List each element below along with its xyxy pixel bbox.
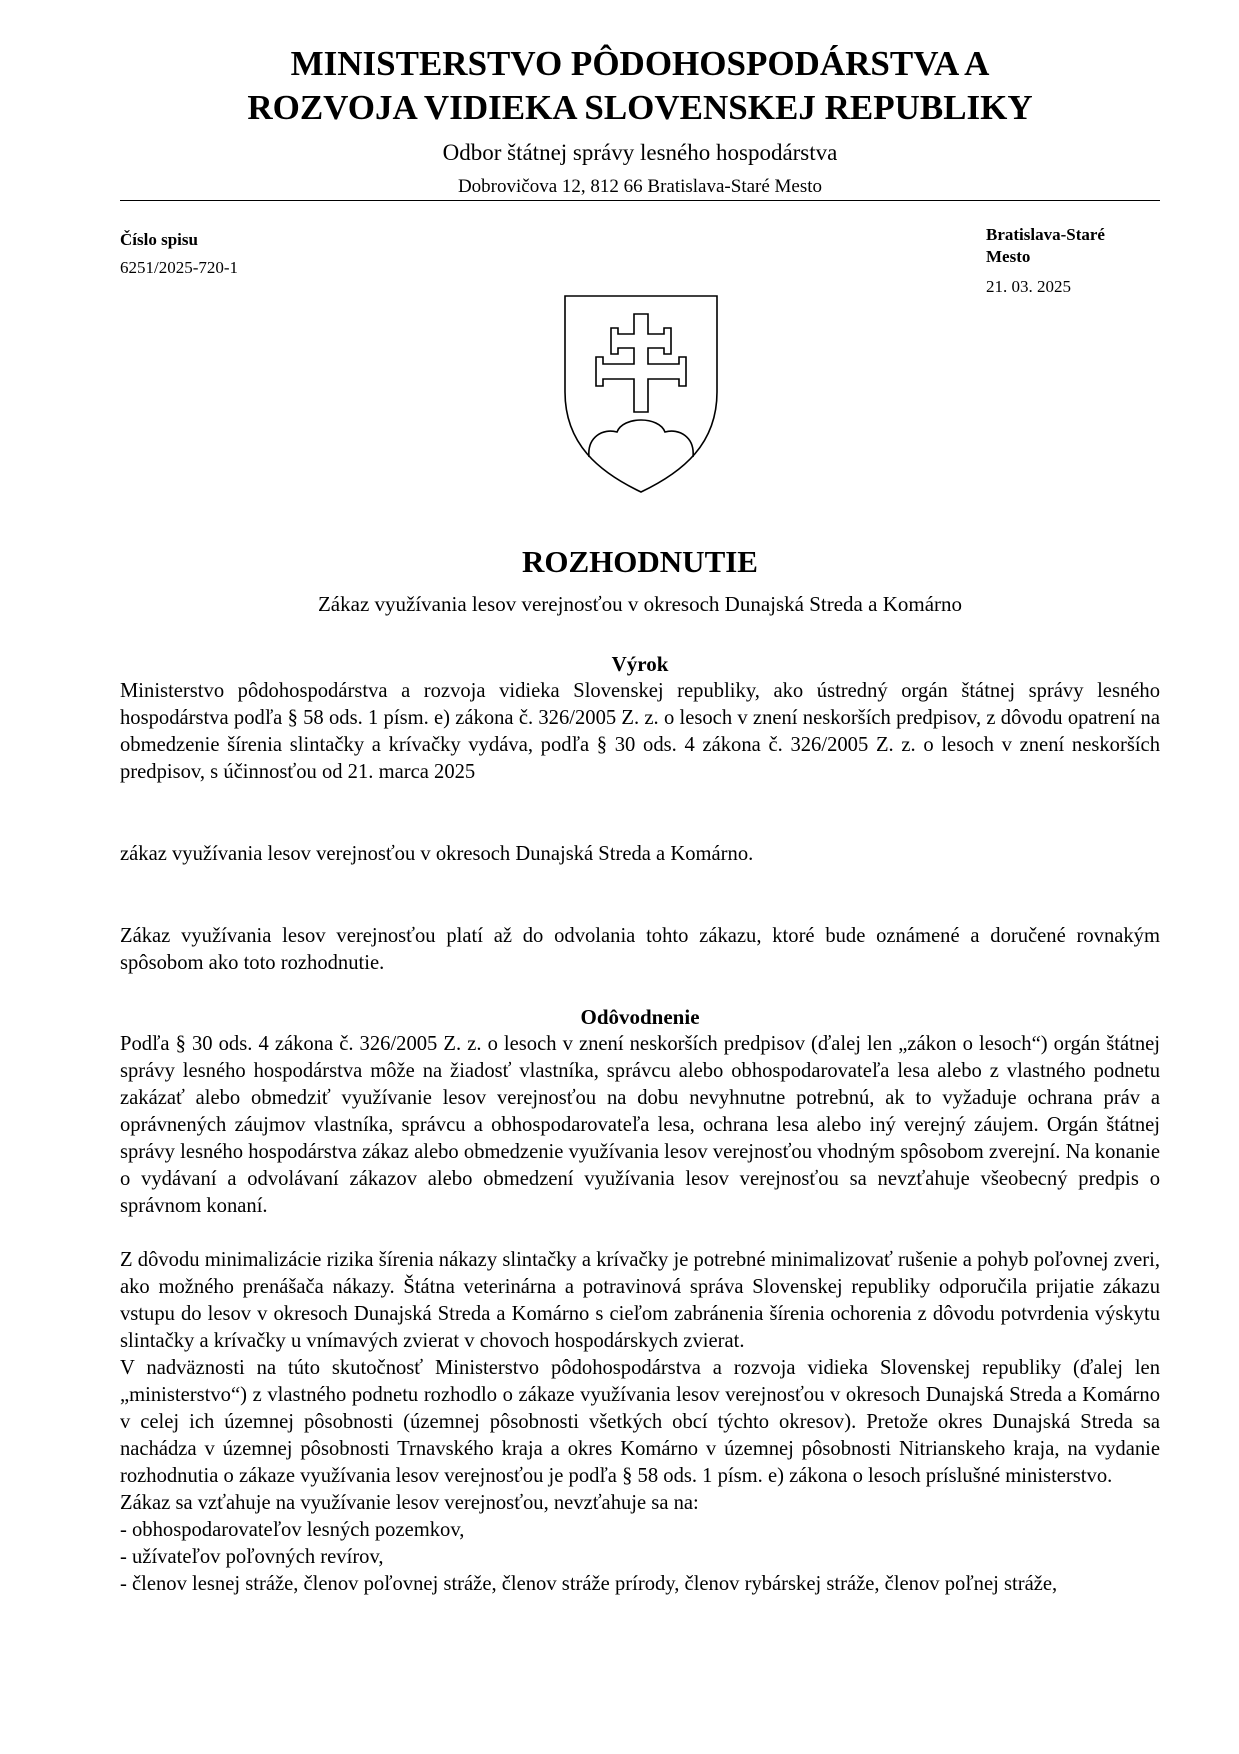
verdict-paragraph-1: Ministerstvo pôdohospodárstva a rozvoja vidieka Slovenskej republiky, ako ústredný orgán štátnej správy lesného hospodárstva podľa § 58 ods. 1 písm. e) zákona č. 326/2005 Z. z. o lesoch v znení neskorších predpisov, z dôvodu opatrení na obmedzenie šírenia slintačky a krívačky vydáva, podľa § 30 ods. 4 zákona č. 326/2005 Z. z. o lesoch v znení neskorších predpisov, s účinnosťou od 21. marca 2025 bbox=[120, 680, 1160, 783]
letterhead bbox=[120, 42, 1160, 200]
document-title: ROZHODNUTIE bbox=[522, 544, 758, 579]
verdict-heading: Výrok bbox=[611, 652, 669, 676]
verdict-paragraph-2: zákaz využívania lesov verejnosťou v okresoch Dunajská Streda a Komárno. bbox=[120, 843, 754, 865]
reasoning-heading: Odôvodnenie bbox=[580, 1005, 700, 1029]
ministry-name-line-1: MINISTERSTVO PÔDOHOSPODÁRSTVA A bbox=[290, 44, 990, 83]
document-subtitle: Zákaz využívania lesov verejnosťou v okresoch Dunajská Streda a Komárno bbox=[317, 592, 963, 616]
document-body bbox=[120, 650, 1160, 1598]
file-number-block bbox=[120, 226, 238, 282]
reasoning-paragraph-4: Zákaz sa vzťahuje na využívanie lesov verejnosťou, nevzťahuje sa na: bbox=[120, 1492, 699, 1514]
place-line-1: Bratislava-Staré bbox=[986, 225, 1105, 244]
header-divider bbox=[120, 200, 1160, 201]
ministry-address: Dobrovičova 12, 812 66 Bratislava-Staré Mesto bbox=[457, 176, 823, 197]
reasoning-paragraph-1: Podľa § 30 ods. 4 zákona č. 326/2005 Z. z. o lesoch v znení neskorších predpisov (ďalej len „zákon o lesoch“) orgán štátnej správy lesného hospodárstva môže na žiadosť vlastníka, správcu alebo obhospodarovateľa lesa alebo z vlastného podnetu zakázať alebo obmedziť využívanie lesov verejnosťou na dobu nevyhnutne potrebnú, ak to vyžaduje ochrana práv a oprávnených záujmov vlastníka, správcu a obhospodarovateľa lesa, ochrana lesa alebo iný verejný záujem. Orgán štátnej správy lesného hospodárstva zákaz alebo obmedzenie využívania lesov verejnosťou vhodným spôsobom zverejní. Na konanie o vydávaní a odvolávaní zákazov alebo obmedzení využívania lesov verejnosťou sa nevzťahuje všeobecný predpis o správnom konaní. bbox=[120, 1033, 1160, 1217]
place-date-block bbox=[986, 224, 1136, 298]
department-name: Odbor štátnej správy lesného hospodárstva bbox=[442, 140, 838, 165]
file-number-value: 6251/2025-720-1 bbox=[120, 258, 239, 277]
reasoning-paragraph-3: V nadväznosti na túto skutočnosť Ministerstvo pôdohospodárstva a rozvoja vidieka Slovenskej republiky (ďalej len „ministerstvo“) z vlastného podnetu rozhodlo o zákaze využívania lesov verejnosťou v okresoch Dunajská Streda a Komárno v celej ich územnej pôsobnosti (územnej pôsobnosti všetkých obcí týchto okresov). Pretože okres Dunajská Streda sa nachádza v územnej pôsobnosti Trnavského kraja a okres Komárno v územnej pôsobnosti Nitrianskeho kraja, na vydanie rozhodnutia o zákaze využívania lesov verejnosťou je podľa § 58 ods. 1 písm. e) zákona o lesoch príslušné ministerstvo. bbox=[120, 1357, 1160, 1487]
reasoning-paragraph-2: Z dôvodu minimalizácie rizika šírenia nákazy slintačky a krívačky je potrebné minimalizovať rušenie a pohyb poľovnej zveri, ako možného prenášača nákazy. Štátna veterinárna a potravinová správa Slovenskej republiky odporučila prijatie zákazu vstupu do lesov v okresoch Dunajská Streda a Komárno s cieľom zabránenia šírenia ochorenia z dôvodu potvrdenia výskytu slintačky a krívačky u vnímavých zvierat v chovoch hospodárskych zvierat. bbox=[120, 1249, 1160, 1352]
list-item: - užívateľov poľovných revírov, bbox=[120, 1546, 384, 1568]
verdict-paragraph-3: Zákaz využívania lesov verejnosťou platí až do odvolania tohto zákazu, ktoré bude oznámené a doručené rovnakým spôsobom ako toto rozhodnutie. bbox=[120, 925, 1160, 974]
document-date: 21. 03. 2025 bbox=[986, 277, 1071, 296]
slovak-coat-of-arms-icon bbox=[561, 292, 721, 496]
list-item: - členov lesnej stráže, členov poľovnej stráže, členov stráže prírody, členov rybárskej stráže, členov poľnej stráže, bbox=[120, 1573, 1058, 1595]
place-line-2: Mesto bbox=[986, 247, 1031, 266]
ministry-name-line-2: ROZVOJA VIDIEKA SLOVENSKEJ REPUBLIKY bbox=[247, 88, 1033, 127]
list-item: - obhospodarovateľov lesných pozemkov, bbox=[120, 1519, 465, 1541]
file-number-label: Číslo spisu bbox=[120, 230, 198, 249]
